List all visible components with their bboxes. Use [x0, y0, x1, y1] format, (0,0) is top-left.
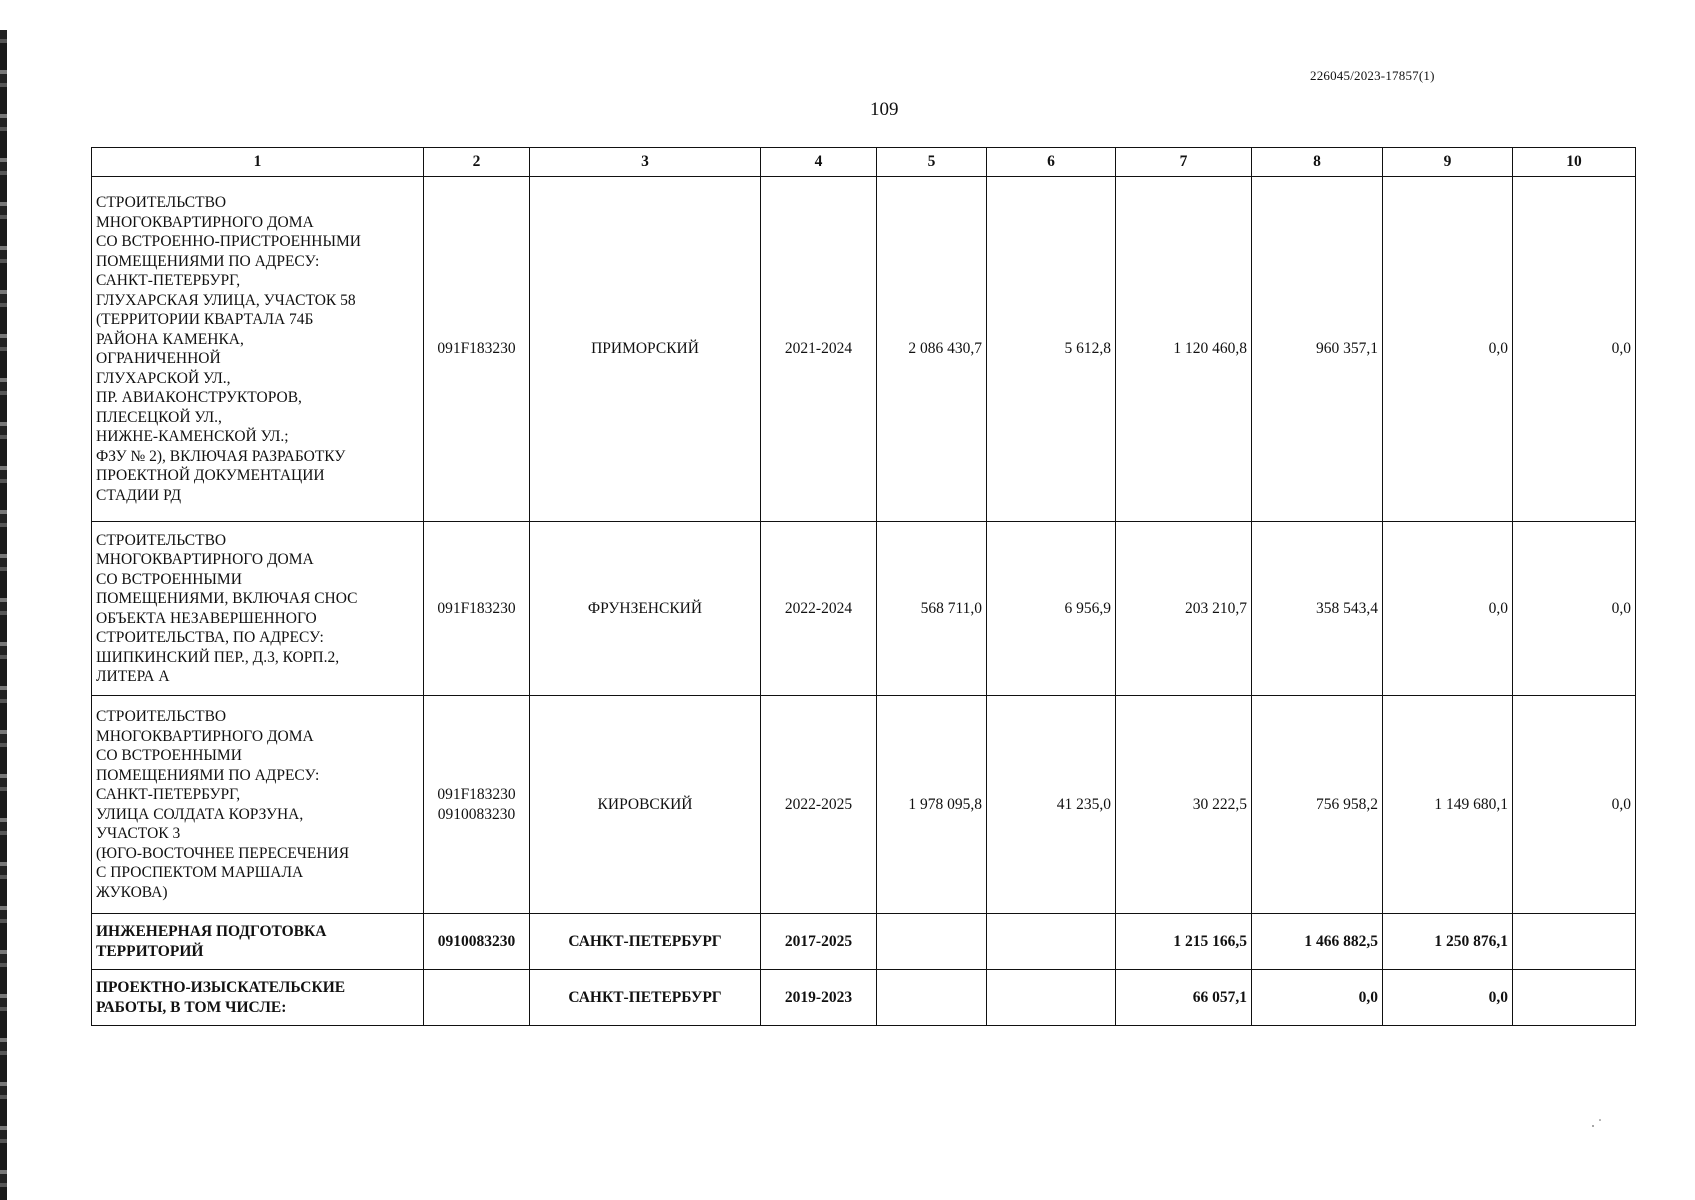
district-cell: КИРОВСКИЙ [530, 696, 761, 914]
text-line: УЧАСТОК 3 [96, 825, 181, 842]
text-line: 091F183230 [437, 340, 516, 358]
value-cell-10: 0,0 [1513, 177, 1636, 522]
table-row [92, 696, 1636, 914]
period-cell: 2019-2023 [761, 970, 877, 1026]
value-cell-9: 0,0 [1383, 970, 1513, 1026]
object-name-cell [92, 522, 424, 696]
text-line: ПОМЕЩЕНИЯМИ ПО АДРЕСУ: [96, 252, 320, 270]
value-cell-9: 0,0 [1383, 522, 1513, 696]
header-row [92, 148, 1636, 177]
value-cell-5: 1 978 095,8 [877, 696, 987, 914]
text-line: (ЮГО-ВОСТОЧНЕЕ ПЕРЕСЕЧЕНИЯ [96, 844, 350, 862]
value-cell-6: 6 956,9 [987, 522, 1116, 696]
text-line: ГЛУХАРСКАЯ УЛИЦА, УЧАСТОК 58 [96, 291, 356, 309]
value-cell-10: 0,0 [1513, 696, 1636, 914]
table-row [92, 177, 1636, 522]
value-cell-8: 756 958,2 [1252, 696, 1383, 914]
text-line: РАБОТЫ, В ТОМ ЧИСЛЕ: [96, 998, 287, 1016]
value-cell-6: 41 235,0 [987, 696, 1116, 914]
text-line: ПР. АВИАКОНСТРУКТОРОВ, [96, 389, 302, 406]
period-cell: 2022-2025 [761, 696, 877, 914]
document-id: 226045/2023-17857(1) [1310, 68, 1435, 83]
text-line: ПЛЕСЕЦКОЙ УЛ., [96, 408, 222, 426]
value-cell-8: 358 543,4 [1252, 522, 1383, 696]
text-line: ШИПКИНСКИЙ ПЕР., Д.3, КОРП.2, [96, 648, 340, 666]
text-line: 091F183230 [437, 599, 516, 617]
text-line: СО ВСТРОЕННЫМИ [96, 570, 242, 588]
value-cell-7: 1 120 460,8 [1116, 177, 1252, 522]
text-line: ИНЖЕНЕРНАЯ ПОДГОТОВКА [96, 923, 327, 940]
value-cell-8: 960 357,1 [1252, 177, 1383, 522]
value-cell-9: 1 250 876,1 [1383, 914, 1513, 970]
data-table [91, 147, 1636, 1026]
table-row-total [92, 970, 1636, 1026]
value-cell-10 [1513, 914, 1636, 970]
column-header: 1 [92, 148, 424, 177]
text-line: ОБЪЕКТА НЕЗАВЕРШЕННОГО [96, 609, 317, 627]
text-line: СТРОИТЕЛЬСТВА, ПО АДРЕСУ: [96, 629, 324, 646]
value-cell-7: 30 222,5 [1116, 696, 1252, 914]
column-header: 8 [1252, 148, 1383, 177]
text-line: ГЛУХАРСКОЙ УЛ., [96, 369, 231, 387]
text-line: СТРОИТЕЛЬСТВО [96, 708, 227, 725]
value-cell-5 [877, 914, 987, 970]
table-row-total [92, 914, 1636, 970]
scan-edge-artifact [0, 30, 7, 1200]
budget-code-cell [424, 522, 530, 696]
budget-code-cell [424, 970, 530, 1026]
value-cell-6 [987, 914, 1116, 970]
text-line: УЛИЦА СОЛДАТА КОРЗУНА, [96, 805, 304, 823]
text-line: ПОМЕЩЕНИЯМИ, ВКЛЮЧАЯ СНОС [96, 590, 358, 607]
column-header: 7 [1116, 148, 1252, 177]
text-line: 0910083230 [437, 932, 516, 950]
text-line: ЛИТЕРА А [96, 668, 170, 685]
budget-code-cell [424, 696, 530, 914]
district-cell: САНКТ-ПЕТЕРБУРГ [530, 970, 761, 1026]
value-cell-5 [877, 970, 987, 1026]
text-line: ПРОЕКТНО-ИЗЫСКАТЕЛЬСКИЕ [96, 979, 346, 996]
value-cell-9: 1 149 680,1 [1383, 696, 1513, 914]
text-line: РАЙОНА КАМЕНКА, [96, 330, 244, 348]
district-cell: ФРУНЗЕНСКИЙ [530, 522, 761, 696]
column-header: 5 [877, 148, 987, 177]
text-line: ТЕРРИТОРИЙ [96, 942, 204, 960]
value-cell-9: 0,0 [1383, 177, 1513, 522]
text-line: САНКТ-ПЕТЕРБУРГ, [96, 786, 241, 803]
column-header: 2 [424, 148, 530, 177]
value-cell-5: 2 086 430,7 [877, 177, 987, 522]
table-row [92, 522, 1636, 696]
value-cell-5: 568 711,0 [877, 522, 987, 696]
text-line: ОГРАНИЧЕННОЙ [96, 350, 221, 367]
value-cell-7: 203 210,7 [1116, 522, 1252, 696]
period-cell: 2017-2025 [761, 914, 877, 970]
value-cell-7: 66 057,1 [1116, 970, 1252, 1026]
budget-code-cell [424, 914, 530, 970]
text-line: ФЗУ № 2), ВКЛЮЧАЯ РАЗРАБОТКУ [96, 447, 346, 465]
text-line: СТРОИТЕЛЬСТВО [96, 194, 227, 211]
period-cell: 2022-2024 [761, 522, 877, 696]
column-header: 10 [1513, 148, 1636, 177]
text-line: ЖУКОВА) [96, 883, 168, 901]
text-line: 0910083230 [437, 805, 516, 823]
object-name-cell [92, 177, 424, 522]
text-line: МНОГОКВАРТИРНОГО ДОМА [96, 213, 314, 231]
district-cell: САНКТ-ПЕТЕРБУРГ [530, 914, 761, 970]
value-cell-10: 0,0 [1513, 522, 1636, 696]
object-name-cell [92, 696, 424, 914]
value-cell-6 [987, 970, 1116, 1026]
text-line: МНОГОКВАРТИРНОГО ДОМА [96, 551, 314, 568]
text-line: МНОГОКВАРТИРНОГО ДОМА [96, 727, 314, 745]
text-line: СО ВСТРОЕННО-ПРИСТРОЕННЫМИ [96, 233, 361, 250]
column-header: 6 [987, 148, 1116, 177]
object-name-cell [92, 970, 424, 1026]
period-cell: 2021-2024 [761, 177, 877, 522]
scan-speck [1590, 1118, 1602, 1128]
text-line: С ПРОСПЕКТОМ МАРШАЛА [96, 864, 304, 881]
column-header: 4 [761, 148, 877, 177]
page-number: 109 [870, 99, 899, 120]
text-line: 091F183230 [437, 786, 516, 803]
district-cell: ПРИМОРСКИЙ [530, 177, 761, 522]
text-line: ПОМЕЩЕНИЯМИ ПО АДРЕСУ: [96, 766, 320, 784]
budget-code-cell [424, 177, 530, 522]
object-name-cell [92, 914, 424, 970]
value-cell-8: 0,0 [1252, 970, 1383, 1026]
text-line: СТАДИИ РД [96, 486, 182, 504]
value-cell-7: 1 215 166,5 [1116, 914, 1252, 970]
value-cell-8: 1 466 882,5 [1252, 914, 1383, 970]
text-line: СТРОИТЕЛЬСТВО [96, 531, 227, 549]
text-line: САНКТ-ПЕТЕРБУРГ, [96, 272, 241, 289]
value-cell-6: 5 612,8 [987, 177, 1116, 522]
column-header: 9 [1383, 148, 1513, 177]
value-cell-10 [1513, 970, 1636, 1026]
text-line: ПРОЕКТНОЙ ДОКУМЕНТАЦИИ [96, 467, 325, 484]
text-line: НИЖНЕ-КАМЕНСКОЙ УЛ.; [96, 428, 289, 445]
column-header: 3 [530, 148, 761, 177]
text-line: (ТЕРРИТОРИИ КВАРТАЛА 74Б [96, 311, 314, 328]
text-line: СО ВСТРОЕННЫМИ [96, 747, 242, 764]
